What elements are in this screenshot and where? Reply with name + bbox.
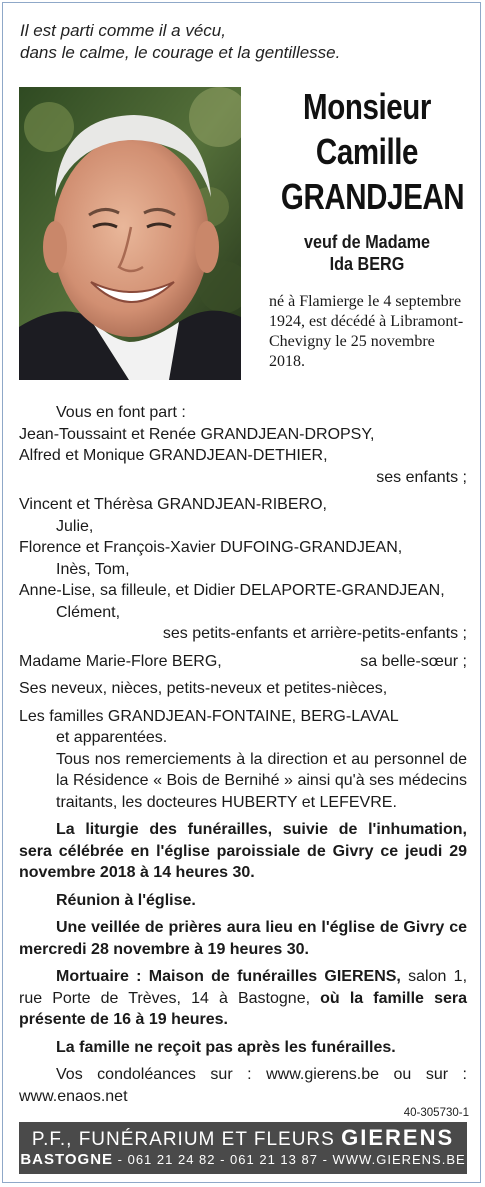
child-line: Alfred et Monique GRANDJEAN-DETHIER, bbox=[19, 447, 328, 464]
no-visits-line: La famille ne reçoit pas après les funérailles. bbox=[56, 1038, 396, 1056]
sister-in-law-row bbox=[19, 651, 467, 673]
name-last: GRANDJEAN bbox=[280, 176, 465, 217]
families-line-2: et apparentées. bbox=[56, 729, 168, 746]
mortuary-hours: où la famille sera présente de 16 à 19 heures. bbox=[19, 989, 467, 1028]
name-first: Camille bbox=[315, 131, 419, 172]
footer-prefix: P.F., FUNÉRARIUM ET FLEURS bbox=[31, 1129, 342, 1150]
thanks-text: Tous nos remerciements à la direction et au personnel de la Résidence « Bois de Bernihé » ainsi qu'à ses médecins traitants, les docteures HUBERTY et LEFEVRE. bbox=[56, 750, 467, 811]
mortuary-address: salon 1, rue Porte de Trèves, 14 à Bastogne, bbox=[19, 968, 468, 1007]
great-grandchild-line: Clément, bbox=[56, 603, 121, 621]
portrait-photo bbox=[19, 87, 241, 380]
grandchild-line: Anne-Lise, sa filleule, et Didier DELAPORTE-GRANDJEAN, bbox=[19, 582, 445, 599]
footer-line-1 bbox=[19, 1125, 467, 1151]
nephews-line: Ses neveux, nièces, petits-neveux et petites-nièces, bbox=[19, 680, 388, 697]
mortuary-paragraph bbox=[19, 966, 467, 1031]
footer-brand: GIERENS bbox=[341, 1125, 455, 1150]
funeral-home-footer bbox=[19, 1122, 467, 1174]
grandchild-line: Florence et François-Xavier DUFOING-GRANDJEAN, bbox=[19, 539, 403, 556]
epitaph-quote bbox=[20, 20, 340, 64]
sister-in-law-label: sa belle-sœur ; bbox=[360, 652, 467, 670]
children-label: ses enfants ; bbox=[376, 468, 467, 486]
widower-line-1: veuf de Madame bbox=[303, 232, 431, 252]
meeting-line: Réunion à l'église. bbox=[56, 891, 196, 909]
child-line: Jean-Toussaint et Renée GRANDJEAN-DROPSY, bbox=[19, 425, 375, 443]
footer-contacts: - 061 21 24 82 - 061 21 13 87 - WWW.GIERENS.BE bbox=[113, 1152, 466, 1167]
intro-line: Vous en font part : bbox=[56, 404, 186, 421]
reference-number: 40-305730-1 bbox=[403, 1107, 469, 1119]
sister-in-law-name: Madame Marie-Flore BERG, bbox=[19, 652, 222, 670]
vigil-paragraph: Une veillée de prières aura lieu en l'église de Givry ce mercredi 28 novembre à 19 heures 30. bbox=[19, 919, 467, 958]
quote-line-2: dans le calme, le courage et la gentillesse. bbox=[20, 43, 341, 62]
thanks-paragraph bbox=[19, 749, 467, 814]
quote-line-1: Il est parti comme il a vécu, bbox=[20, 21, 226, 40]
birth-death-info: né à Flamierge le 4 septembre 1924, est décédé à Libramont-Chevigny le 25 novembre 2018. bbox=[269, 293, 464, 370]
great-grandchild-line: Julie, bbox=[56, 517, 94, 535]
footer-city: BASTOGNE bbox=[20, 1151, 114, 1168]
deceased-name bbox=[280, 84, 465, 219]
announcement-body bbox=[19, 402, 467, 1107]
widower-note bbox=[273, 231, 462, 275]
name-title: Monsieur bbox=[303, 86, 431, 127]
condolences-line: Vos condoléances sur : www.gierens.be ou sur : www.enaos.net bbox=[19, 1066, 467, 1105]
grandchildren-label: ses petits-enfants et arrière-petits-enfants ; bbox=[162, 625, 467, 642]
great-grandchild-line: Inès, Tom, bbox=[56, 560, 130, 578]
grandchild-line: Vincent et Thérèsa GRANDJEAN-RIBERO, bbox=[19, 496, 327, 513]
families-line: Les familles GRANDJEAN-FONTAINE, BERG-LAVAL bbox=[19, 707, 399, 725]
widower-line-2: Ida BERG bbox=[329, 254, 405, 274]
mortuary-title: Mortuaire : Maison de funérailles GIERENS, bbox=[56, 968, 401, 985]
liturgy-paragraph: La liturgie des funérailles, suivie de l'inhumation, sera célébrée en l'église paroissiale de Givry ce jeudi 29 novembre 2018 à 14 heures 30. bbox=[19, 821, 467, 881]
footer-line-2 bbox=[19, 1151, 467, 1168]
